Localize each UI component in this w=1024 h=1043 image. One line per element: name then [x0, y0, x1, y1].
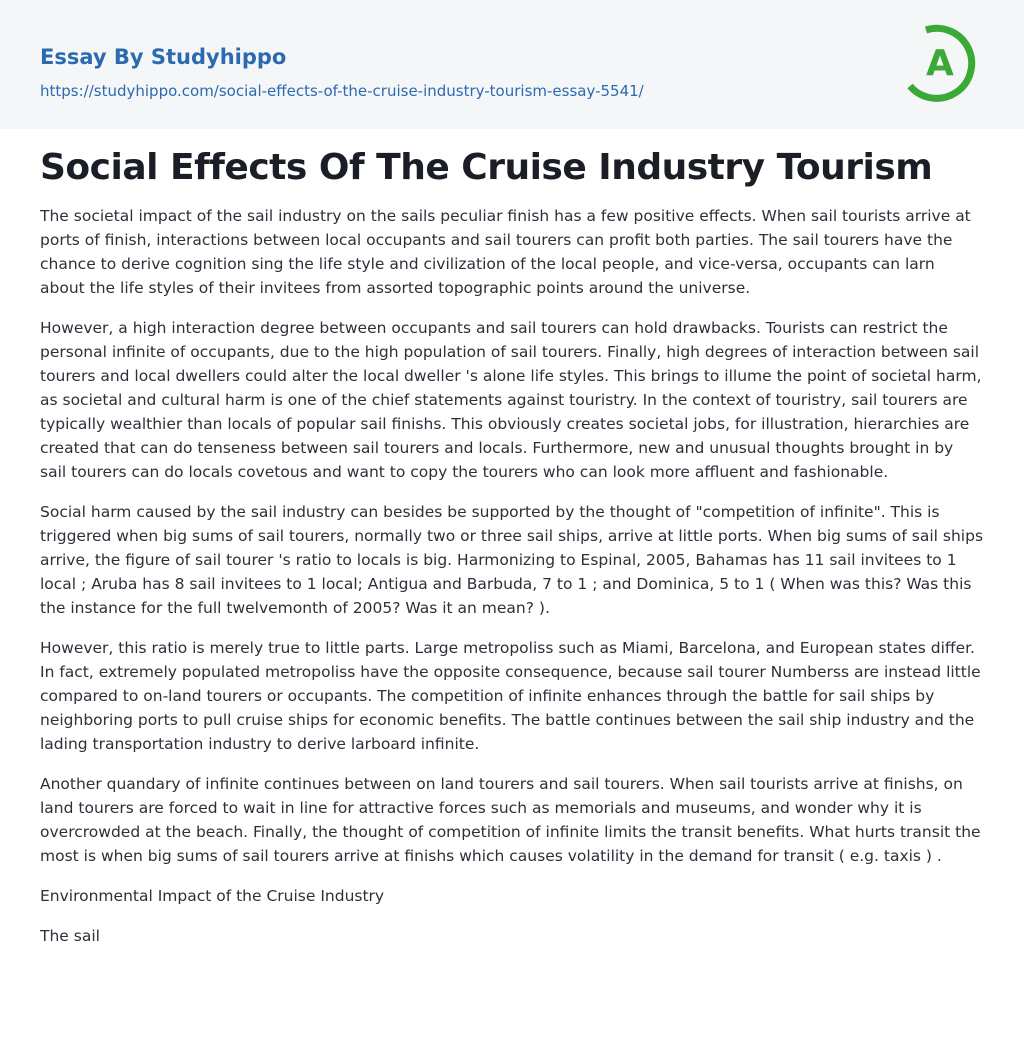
paragraph: The sail — [40, 927, 100, 945]
page-title: Social Effects Of The Cruise Industry Tourism — [40, 147, 933, 188]
page-header — [0, 0, 1024, 129]
logo-letter: A — [926, 43, 954, 84]
site-title[interactable]: Essay By Studyhippo — [40, 45, 287, 69]
paragraph: However, a high interaction degree between occupants and sail tourers can hold drawbacks. Tourists can restrict the personal infinite of occupants, due to the high population of sail tourers. Finally, high degrees of interaction between sail tourers and local dwellers could alter the local dweller 's alone life styles. This brings to illume the point of societal harm, as societal and cultural harm is one of the chief statements against touristry. In the context of touristry, sail tourers are typically wealthier than locals of popular sail finishs. This obviously creates societal jobs, for illustration, hierarchies are created that can do tenseness between sail tourers and locals. Furthermore, new and unusual thoughts brought in by sail tourers can do locals covetous and want to copy the tourers who can look more affluent and fashionable. — [40, 319, 982, 481]
section-heading: Environmental Impact of the Cruise Industry — [40, 887, 385, 905]
paragraph: However, this ratio is merely true to little parts. Large metropoliss such as Miami, Barcelona, and European states differ. In fact, extremely populated metropoliss have the opposite consequence, because sail tourer Numberss are instead little compared to on-land tourers or occupants. The competition of infinite enhances through the battle for sail ships by neighboring ports to pull cruise ships for economic benefits. The battle continues between the sail ship industry and the lading transportation industry to derive larboard infinite. — [40, 639, 981, 753]
article — [0, 129, 1024, 948]
paragraph: Another quandary of infinite continues between on land tourers and sail tourers. When sail tourists arrive at finishs, on land tourers are forced to wait in line for attractive forces such as memorials and museums, and wonder why it is overcrowded at the beach. Finally, the thought of competition of infinite limits the transit benefits. What hurts transit the most is when big sums of sail tourers arrive at finishs which causes volatility in the demand for transit ( e.g. taxis ) . — [40, 775, 981, 865]
source-url-link[interactable]: https://studyhippo.com/social-effects-of-the-cruise-industry-tourism-essay-5541/ — [40, 82, 644, 100]
paragraph: The societal impact of the sail industry on the sails peculiar finish has a few positive effects. When sail tourists arrive at ports of finish, interactions between local occupants and sail tourers can profit both parties. The sail tourers have the chance to derive cognition sing the life style and civilization of the local people, and vice-versa, occupants can larn about the life styles of their invitees from assorted topographic points around the universe. — [40, 207, 971, 297]
studyhippo-logo-icon[interactable] — [900, 20, 984, 104]
paragraph: Social harm caused by the sail industry can besides be supported by the thought of "competition of infinite". This is triggered when big sums of sail tourers, normally two or three sail ships, arrive at little ports. When big sums of sail ships arrive, the figure of sail tourer 's ratio to locals is big. Harmonizing to Espinal, 2005, Bahamas has 11 sail invitees to 1 local ; Aruba has 8 sail invitees to 1 local; Antigua and Barbuda, 7 to 1 ; and Dominica, 5 to 1 ( When was this? Was this the instance for the full twelvemonth of 2005? Was it an mean? ). — [40, 503, 984, 617]
